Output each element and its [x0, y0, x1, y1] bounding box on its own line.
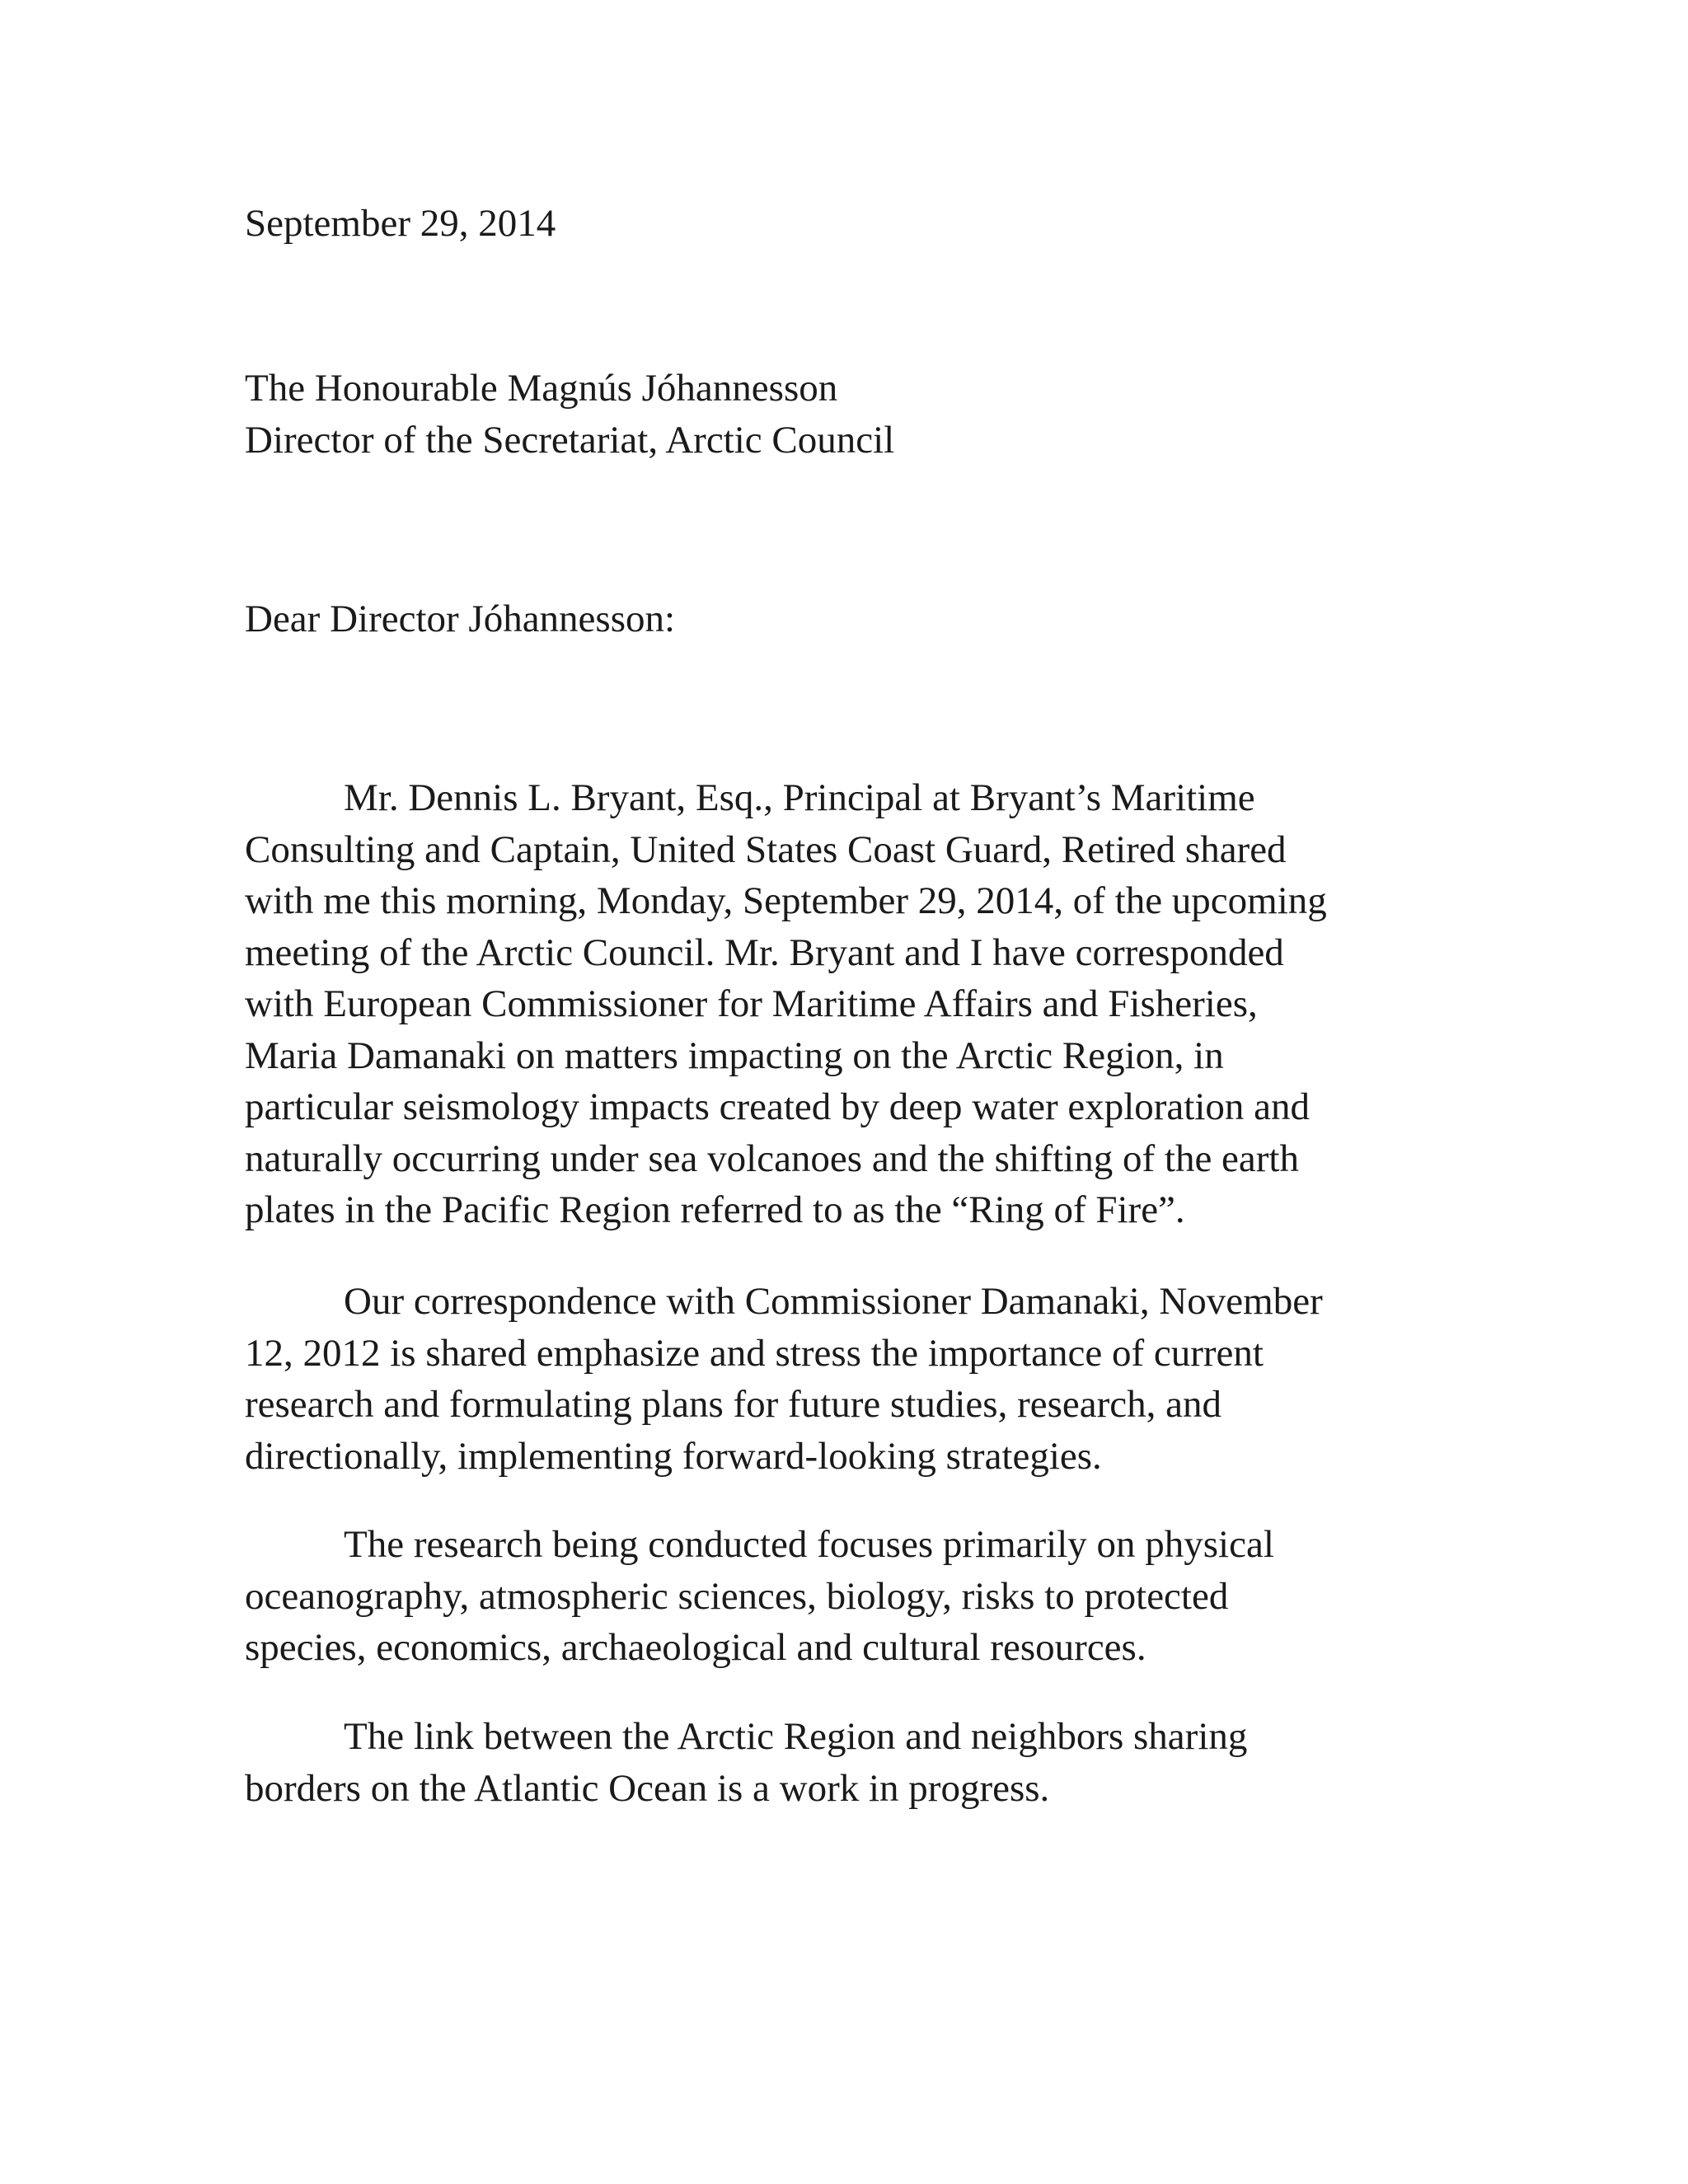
body-paragraph-1 — [245, 772, 1327, 1236]
letter-date: September 29, 2014 — [245, 202, 556, 245]
body-paragraph-4 — [245, 1711, 1247, 1814]
paragraph-line: The link between the Arctic Region and neighbors sharing — [344, 1715, 1248, 1758]
paragraph-line: naturally occurring under sea volcanoes and the shifting of the earth — [245, 1137, 1299, 1180]
paragraph-line: The research being conducted focuses primarily on physical — [344, 1523, 1274, 1566]
paragraph-line: Maria Damanaki on matters impacting on the Arctic Region, in — [245, 1033, 1224, 1077]
recipient-title: Director of the Secretariat, Arctic Council — [245, 419, 895, 462]
paragraph-line: Consulting and Captain, United States Coast Guard, Retired shared — [245, 827, 1287, 871]
paragraph-line: plates in the Pacific Region referred to as the “Ring of Fire”. — [245, 1188, 1185, 1231]
paragraph-line: particular seismology impacts created by deep water exploration and — [245, 1085, 1311, 1128]
paragraph-line: with me this morning, Monday, September 29, 2014, of the upcoming — [245, 879, 1327, 922]
paragraph-line: with European Commissioner for Maritime Affairs and Fisheries, — [245, 982, 1258, 1025]
paragraph-line: 12, 2012 is shared emphasize and stress the importance of current — [245, 1331, 1264, 1375]
paragraph-line: species, economics, archaeological and cultural resources. — [245, 1626, 1146, 1669]
paragraph-line: oceanography, atmospheric sciences, biology, risks to protected — [245, 1574, 1229, 1618]
paragraph-line: research and formulating plans for future studies, research, and — [245, 1383, 1221, 1426]
paragraph-line: Mr. Dennis L. Bryant, Esq., Principal at Bryant’s Maritime — [344, 776, 1255, 819]
paragraph-line: meeting of the Arctic Council. Mr. Bryant and I have corresponded — [245, 930, 1284, 974]
paragraph-line: borders on the Atlantic Ocean is a work in progress. — [245, 1766, 1050, 1810]
paragraph-line: directionally, implementing forward-looking strategies. — [245, 1434, 1102, 1478]
paragraph-line: Our correspondence with Commissioner Damanaki, November — [344, 1280, 1323, 1323]
body-paragraph-2 — [245, 1276, 1323, 1482]
recipient-name: The Honourable Magnús Jóhannesson — [245, 367, 838, 410]
salutation: Dear Director Jóhannesson: — [245, 598, 676, 640]
body-paragraph-3 — [245, 1519, 1274, 1674]
